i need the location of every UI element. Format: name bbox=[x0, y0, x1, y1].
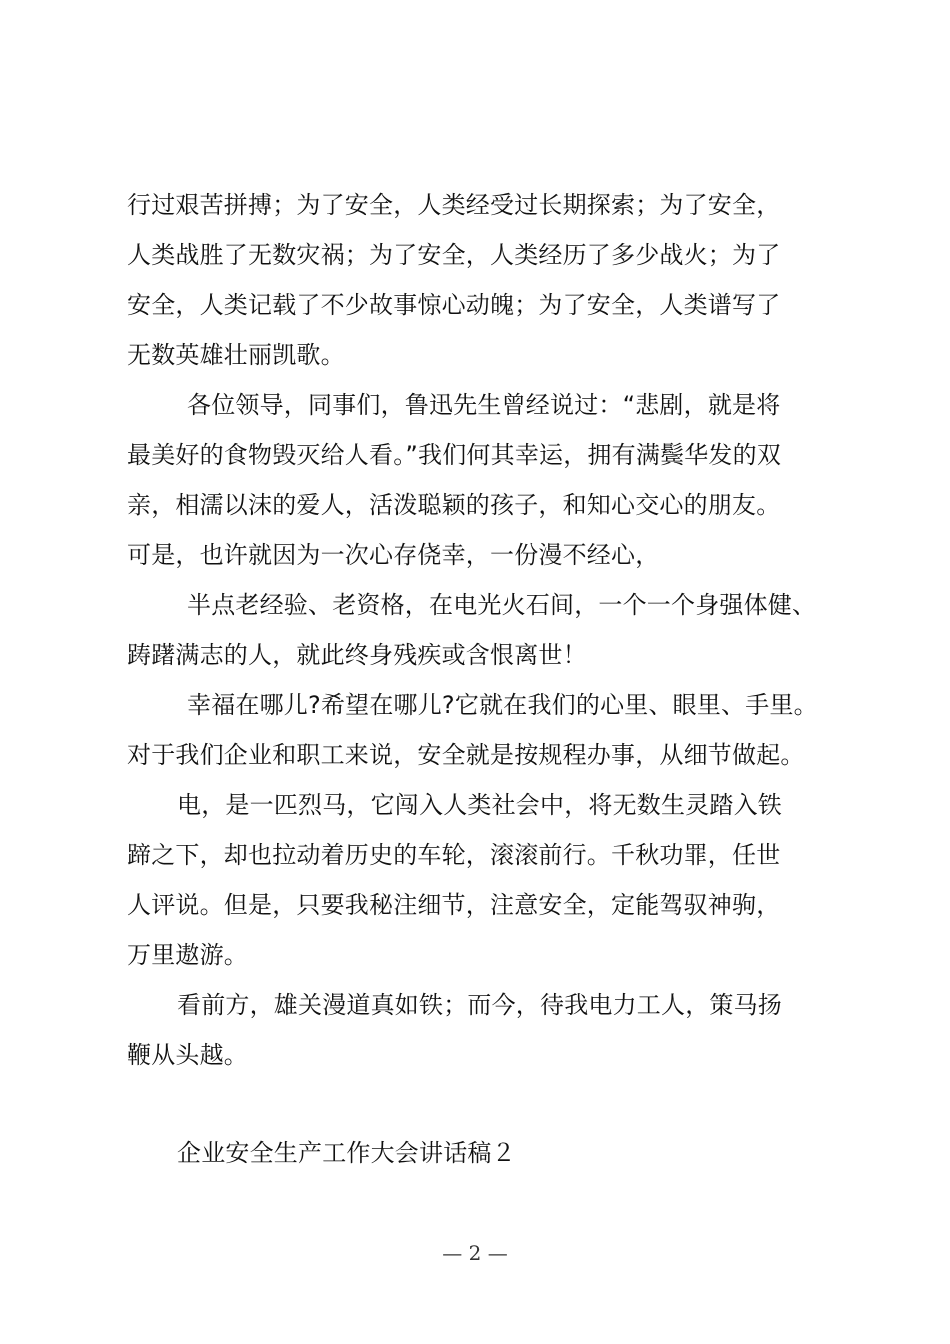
text-line: 最美好的食物毁灭给人看。”我们何其幸运，拥有满鬓华发的双 bbox=[127, 441, 782, 469]
text-line: 行过艰苦拼搏；为了安全，人类经受过长期探索；为了安全， bbox=[127, 191, 781, 219]
paragraph-start-line: 幸福在哪儿?希望在哪儿?它就在我们的心里、眼里、手里。 bbox=[187, 691, 818, 719]
page-number: — 2 — bbox=[442, 1241, 508, 1265]
paragraph-start-line: 电，是一匹烈马，它闯入人类社会中，将无数生灵踏入铁 bbox=[177, 791, 782, 819]
text-line: 万里遨游。 bbox=[127, 941, 248, 969]
text-line: 安全，人类记载了不少故事惊心动魄；为了安全，人类谱写了 bbox=[127, 291, 781, 319]
text-line: 可是，也许就因为一次心存侥幸，一份漫不经心， bbox=[127, 541, 660, 569]
paragraph-start-line: 半点老经验、老资格，在电光火石间，一个一个身强体健、 bbox=[187, 591, 817, 619]
text-line: 对于我们企业和职工来说，安全就是按规程办事，从细节做起。 bbox=[127, 741, 805, 769]
paragraph-start-line: 看前方，雄关漫道真如铁；而今，待我电力工人，策马扬 bbox=[177, 991, 782, 1019]
section-heading: 企业安全生产工作大会讲话稿２ bbox=[177, 1139, 516, 1167]
text-line: 亲，相濡以沫的爱人，活泼聪颖的孩子，和知心交心的朋友。 bbox=[127, 491, 781, 519]
text-line: 踌躇满志的人，就此终身残疾或含恨离世！ bbox=[127, 641, 587, 669]
text-line: 人评说。但是，只要我秘注细节，注意安全，定能驾驭神驹， bbox=[127, 891, 781, 919]
text-line: 无数英雄壮丽凯歌。 bbox=[127, 341, 345, 369]
paragraph-start-line: 各位领导，同事们，鲁迅先生曾经说过：“悲剧，就是将 bbox=[187, 391, 781, 419]
text-line: 人类战胜了无数灾祸；为了安全，人类经历了多少战火；为了 bbox=[127, 241, 781, 269]
text-line: 鞭从头越。 bbox=[127, 1041, 248, 1069]
text-line: 蹄之下，却也拉动着历史的车轮，滚滚前行。千秋功罪，任世 bbox=[127, 841, 781, 869]
